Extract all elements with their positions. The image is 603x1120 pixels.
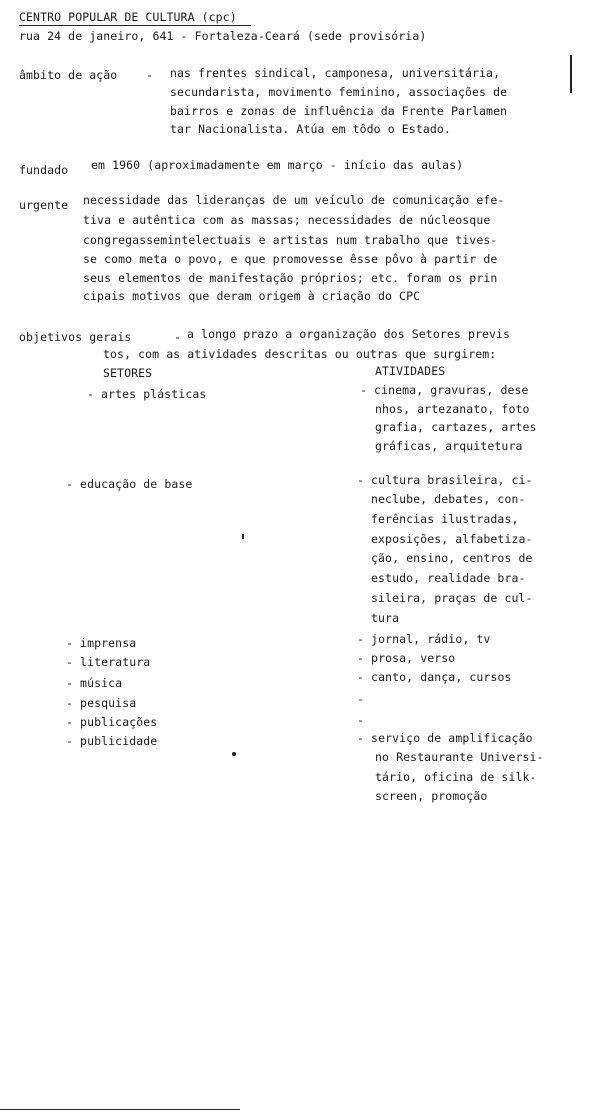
atividades-line: - prosa, verso — [357, 651, 456, 665]
footnote-rule — [0, 1109, 240, 1110]
urgente-first-line: necessidade das lideranças de um veículo de comunicação efe- — [83, 193, 505, 207]
atividades-line: - jornal, rádio, tv — [357, 632, 491, 646]
atividades-line: neclube, debates, con- — [371, 492, 526, 506]
document-title: CENTRO POPULAR DE CULTURA (cpc) — [19, 10, 237, 24]
atividades-line: gráficas, arquitetura — [375, 439, 523, 453]
atividades-line: tura — [371, 611, 400, 625]
setor-pesquisa: - pesquisa — [66, 696, 137, 710]
setor-musica: - música — [66, 676, 123, 690]
title-underline — [19, 25, 251, 26]
atividades-line: ção, ensino, centros de — [371, 551, 533, 565]
atividades-line: estudo, realidade bra- — [371, 571, 526, 585]
urgente-line: tiva e autêntica com as massas; necessidades de núcleosque — [83, 213, 491, 227]
document-address: rua 24 de janeiro, 641 - Fortaleza-Ceará (sede provisória) — [19, 29, 427, 43]
atividades-line: - — [357, 692, 365, 706]
setor-literatura: - literatura — [66, 655, 151, 669]
atividades-line: grafia, cartazes, artes — [375, 420, 537, 434]
col-setores-heading: SETORES — [103, 366, 153, 380]
atividades-line: sileira, praças de cul- — [371, 591, 533, 605]
col-atividades-heading: ATIVIDADES — [375, 364, 446, 378]
objetivos-first-line: a longo prazo a organização dos Setores previs — [187, 327, 511, 341]
ambito-line: nas frentes sindical, camponesa, universitária, — [170, 66, 501, 80]
ambito-line: bairros e zonas de influência da Frente Parlamen — [170, 104, 508, 118]
atividades-line: screen, promoção — [375, 789, 488, 803]
objetivos-second-line: tos, com as atividades descritas ou outras que surgirem: — [103, 347, 497, 361]
atividades-line: tário, oficina de silk- — [375, 770, 537, 784]
ink-dot — [242, 534, 244, 539]
atividades-line: ferências ilustradas, — [371, 512, 519, 526]
setor-educacao-de-base: - educação de base — [66, 477, 193, 491]
urgente-line: congregassemintelectuais e artistas num trabalho que tives- — [83, 233, 498, 247]
fundado-text: em 1960 (aproximadamente em março - início das aulas) — [91, 158, 464, 172]
objetivos-dash: - — [174, 330, 182, 344]
atividades-line: - cinema, gravuras, dese — [360, 383, 529, 397]
setor-artes-plasticas: - artes plásticas — [87, 387, 207, 401]
margin-stroke — [570, 55, 572, 93]
setor-publicacoes: - publicações — [66, 715, 158, 729]
ambito-label: âmbito de ação — [19, 68, 118, 82]
urgente-line: se como meta o povo, e que promovesse êsse pôvo à partir de — [83, 252, 498, 266]
urgente-line: cipais motivos que deram origem à criação do CPC — [83, 289, 421, 303]
setor-publicidade: - publicidade — [66, 734, 158, 748]
atividades-line: - serviço de amplificação — [357, 731, 533, 745]
atividades-line: - — [357, 713, 365, 727]
fundado-label: fundado — [19, 163, 69, 177]
atividades-line: nhos, artezanato, foto — [375, 402, 530, 416]
objetivos-label: objetivos gerais — [19, 330, 132, 344]
atividades-line: - cultura brasileira, ci- — [357, 473, 533, 487]
atividades-line: no Restaurante Universi- — [375, 750, 544, 764]
setor-imprensa: - imprensa — [66, 636, 137, 650]
ambito-line: tar Nacionalista. Atúa em tôdo o Estado. — [170, 122, 451, 136]
urgente-label: urgente — [19, 198, 69, 212]
ambito-line: secundarista, movimento feminino, associações de — [170, 85, 508, 99]
atividades-line: - canto, dança, cursos — [357, 670, 512, 684]
atividades-line: exposições, alfabetiza- — [371, 532, 533, 546]
ambito-dash: - — [146, 68, 154, 82]
ink-dot — [232, 752, 236, 756]
urgente-line: seus elementos de manifestação próprios; etc. foram os prin — [83, 271, 498, 285]
